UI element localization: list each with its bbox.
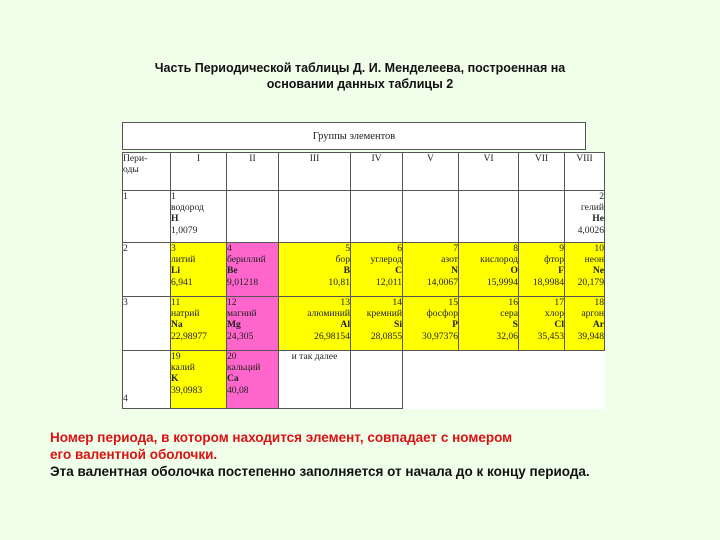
notes	[50, 429, 590, 480]
period-row-3	[123, 297, 605, 351]
group-header-1: I	[171, 153, 227, 191]
element-cell-f: 9 фтор F 18,9984	[519, 243, 565, 297]
title-line-2: основании данных таблицы 2	[266, 77, 454, 91]
element-cell-li: 3 литий Li 6,941	[171, 243, 227, 297]
page-title	[0, 60, 720, 92]
element-cell-al: 13 алюминий Al 26,98154	[279, 297, 351, 351]
etc-label: и так далее	[279, 351, 351, 409]
element-cell-mg: 12 магний Mg 24,305	[227, 297, 279, 351]
empty-cell	[459, 191, 519, 243]
period-number: 4	[123, 351, 171, 409]
period-row-4	[123, 351, 605, 409]
element-cell-s: 16 сера S 32,06	[459, 297, 519, 351]
element-cell-be: 4 бериллий Be 9,01218	[227, 243, 279, 297]
group-header-6: VI	[459, 153, 519, 191]
empty-cell	[279, 191, 351, 243]
empty-cell	[351, 351, 403, 409]
empty-cell	[227, 191, 279, 243]
element-cell-si: 14 кремний Si 28,0855	[351, 297, 403, 351]
element-cell-ne: 10 неон Ne 20,179	[565, 243, 605, 297]
element-cell-ar: 18 аргон Ar 39,948	[565, 297, 605, 351]
element-cell-b: 5 бор B 10,81	[279, 243, 351, 297]
periods-header: Пери- оды	[123, 153, 171, 191]
note-line-1: Номер периода, в котором находится элемент, совпадает с номером	[50, 430, 513, 445]
element-cell-he: 2 гелий He 4,0026	[565, 191, 605, 243]
period-row-1	[123, 191, 605, 243]
element-cell-h: 1 водород H 1,0079	[171, 191, 227, 243]
note-line-2: его валентной оболочки.	[50, 447, 218, 462]
empty-cell	[351, 191, 403, 243]
note-line-3: Эта валентная оболочка постепенно заполняется от начала до к концу периода.	[50, 464, 590, 479]
group-header-2: II	[227, 153, 279, 191]
period-row-2	[123, 243, 605, 297]
group-header-row	[123, 153, 605, 191]
element-cell-o: 8 кислород O 15,9994	[459, 243, 519, 297]
group-header-3: III	[279, 153, 351, 191]
empty-cell	[519, 191, 565, 243]
periodic-table	[122, 152, 605, 409]
element-cell-ca: 20 кальций Ca 40,08	[227, 351, 279, 409]
period-number: 1	[123, 191, 171, 243]
period-number: 3	[123, 297, 171, 351]
element-cell-n: 7 азот N 14,0067	[403, 243, 459, 297]
element-cell-p: 15 фосфор P 30,97376	[403, 297, 459, 351]
groups-header: Группы элементов	[122, 122, 586, 150]
element-cell-k: 19 калий K 39,0983	[171, 351, 227, 409]
title-line-1: Часть Периодической таблицы Д. И. Менделеева, построенная на	[154, 61, 566, 75]
group-header-5: V	[403, 153, 459, 191]
group-header-7: VII	[519, 153, 565, 191]
element-cell-c: 6 углерод C 12,011	[351, 243, 403, 297]
group-header-4: IV	[351, 153, 403, 191]
empty-cell	[403, 191, 459, 243]
period-number: 2	[123, 243, 171, 297]
group-header-8: VIII	[565, 153, 605, 191]
element-cell-cl: 17 хлор Cl 35,453	[519, 297, 565, 351]
element-cell-na: 11 натрий Na 22,98977	[171, 297, 227, 351]
